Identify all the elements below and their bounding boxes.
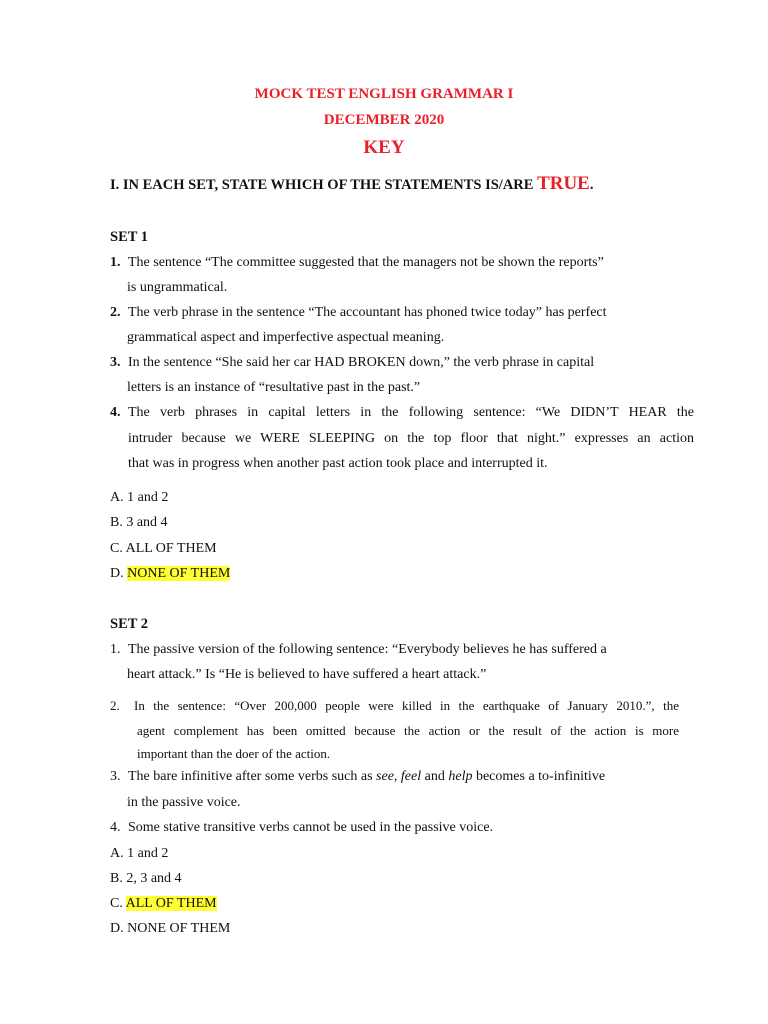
set2-item1-line2: heart attack.” Is “He is believed to have suffered a heart attack.” — [127, 667, 487, 682]
set2-item1-number: 1. — [110, 642, 121, 657]
option-letter: A. — [110, 846, 124, 861]
option-text: 2, 3 and 4 — [126, 871, 182, 886]
set2-option-a — [110, 846, 168, 862]
option-letter: C. — [110, 896, 123, 911]
set1-item3-number: 3. — [110, 355, 121, 370]
set2-item3-line2: in the passive voice. — [127, 795, 241, 810]
set1-option-a — [110, 490, 168, 506]
set1-option-c — [110, 541, 217, 557]
title-key: KEY — [363, 137, 405, 158]
italic-feel: feel — [400, 769, 422, 784]
option-letter: B. — [110, 515, 123, 530]
set1-item2-line2: grammatical aspect and imperfective aspectual meaning. — [127, 330, 445, 345]
set2-item2-line3: important than the doer of the action. — [137, 746, 331, 761]
set1-label: SET 1 — [110, 229, 149, 245]
option-letter: D. — [110, 566, 124, 581]
option-text: ALL OF THEM — [125, 541, 217, 556]
set1-item3-line2: letters is an instance of “resultative past in the past.” — [127, 380, 421, 395]
option-text: NONE OF THEM — [127, 921, 231, 936]
set2-option-d — [110, 921, 230, 937]
set1-item4-number: 4. — [110, 405, 121, 420]
instruction-heading — [110, 173, 593, 195]
option-text-highlighted: ALL OF THEM — [125, 896, 217, 911]
option-text-highlighted: NONE OF THEM — [127, 566, 231, 581]
set1-item4-line1: The verb phrases in capital letters in the following sentence: “We DIDN’T HEAR the — [128, 405, 694, 420]
text-run: The bare infinitive after some verbs such as — [128, 769, 377, 784]
set2-item4-line1: Some stative transitive verbs cannot be used in the passive voice. — [128, 820, 494, 835]
set1-option-d — [110, 566, 230, 582]
set1-option-b — [110, 515, 168, 531]
italic-help: help — [448, 769, 473, 784]
set1-item2-number: 2. — [110, 305, 121, 320]
italic-see: see, — [376, 769, 398, 784]
set2-item2-line1: In the sentence: “Over 200,000 people were killed in the earthquake of January 2010.”, the — [134, 698, 679, 713]
set1-item1-line1: The sentence “The committee suggested that the managers not be shown the reports” — [128, 255, 604, 270]
instruction-text: I. IN EACH SET, STATE WHICH OF THE STATEMENTS IS/ARE — [110, 177, 538, 193]
set2-item2-number: 2. — [110, 698, 120, 713]
set2-item3-number: 3. — [110, 769, 121, 784]
title-line-1: MOCK TEST ENGLISH GRAMMAR I — [254, 86, 514, 102]
set2-option-c — [110, 896, 217, 912]
set2-option-b — [110, 871, 182, 887]
text-run: becomes a to-infinitive — [472, 769, 606, 784]
set1-item1-line2: is ungrammatical. — [127, 280, 228, 295]
option-letter: D. — [110, 921, 124, 936]
option-text: 1 and 2 — [127, 846, 169, 861]
set1-item1-number: 1. — [110, 255, 121, 270]
option-letter: A. — [110, 490, 124, 505]
option-letter: B. — [110, 871, 123, 886]
set2-item4-number: 4. — [110, 820, 121, 835]
title-line-2: DECEMBER 2020 — [323, 112, 445, 128]
set2-label: SET 2 — [110, 616, 149, 632]
set2-item1-line1: The passive version of the following sentence: “Everybody believes he has suffered a — [128, 642, 607, 657]
option-letter: C. — [110, 541, 123, 556]
instruction-true: TRUE — [537, 173, 590, 194]
set1-item3-line1: In the sentence “She said her car HAD BROKEN down,” the verb phrase in capital — [128, 355, 595, 370]
option-text: 3 and 4 — [126, 515, 168, 530]
set1-item4-line3: that was in progress when another past action took place and interrupted it. — [128, 456, 548, 471]
set1-item4-line2: intruder because we WERE SLEEPING on the top floor that night.” expresses an action — [128, 431, 694, 446]
set2-item2-line2: agent complement has been omitted because the action or the result of the action is more — [137, 723, 679, 738]
set2-item3-line1 — [128, 769, 605, 785]
option-text: 1 and 2 — [127, 490, 169, 505]
instruction-end: . — [589, 177, 594, 193]
set1-item2-line1: The verb phrase in the sentence “The accountant has phoned twice today” has perfect — [128, 305, 607, 320]
text-run: and — [421, 769, 449, 784]
